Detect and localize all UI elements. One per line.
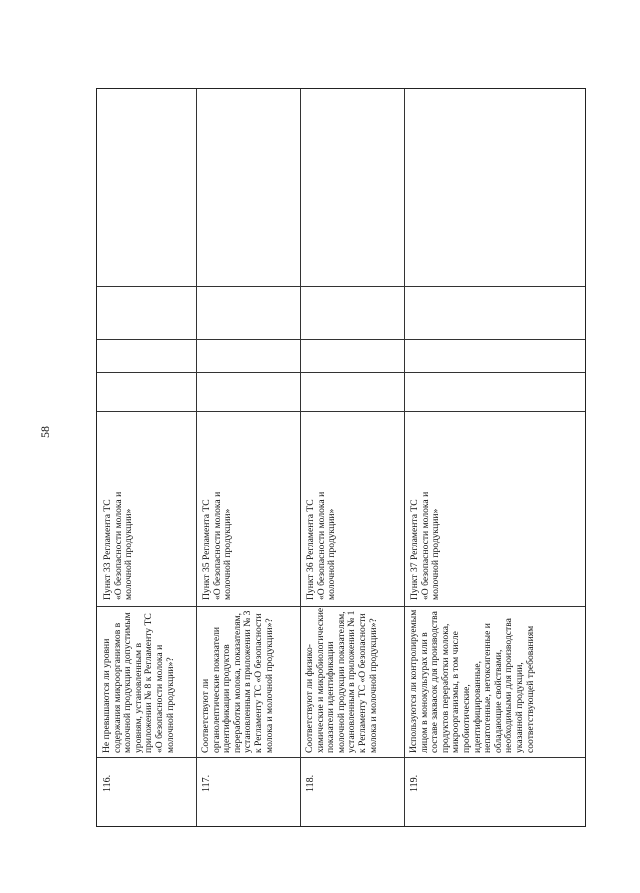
reference-text: Пункт 33 Регламента ТС «О безопасности молока и молочной продукции»: [102, 491, 135, 600]
column-divider: [97, 372, 585, 373]
reference-text: Пункт 35 Регламента ТС «О безопасности молока и молочной продукции»: [201, 491, 234, 600]
row-number-cell: [300, 757, 404, 828]
column-divider: [97, 339, 585, 340]
row-number-cell: [97, 757, 196, 828]
row-number-cell: [196, 757, 300, 828]
reference-cell: [300, 411, 404, 606]
question-cell: [300, 606, 404, 757]
question-text: Соответствуют ли физико- химические и микробиологические показатели идентификации молочной продукции показателям, установленным в приложении № 1 к Регламенту ТС «О безопасности молока и молочной продукции»?: [304, 607, 379, 753]
question-cell: [97, 606, 196, 757]
row-number: 118.: [305, 774, 316, 792]
checklist-table: [96, 88, 586, 827]
question-cell: [196, 606, 300, 757]
question-text: Используются ли контролируемым лицом в монокультурах или в составе заквасок для производства продуктов переработки молока, микроорганизмы, в том числе пробиотические, идентифицированные, непатогенные, нетоксигенные и обладающие свойствами, необходимыми для производства указанной продукции, соответствующей требованиям: [408, 609, 536, 753]
reference-cell: [196, 411, 300, 606]
reference-text: Пункт 37 Регламента ТС «О безопасности молока и молочной продукции»: [409, 491, 442, 600]
row-number: 117.: [201, 774, 212, 792]
row-number-cell: [404, 757, 587, 828]
page-number: 58: [38, 426, 52, 438]
reference-cell: [404, 411, 587, 606]
column-divider: [97, 286, 585, 287]
reference-cell: [97, 411, 196, 606]
question-cell: [404, 606, 587, 757]
reference-text: Пункт 36 Регламента ТС «О безопасности молока и молочной продукции»: [305, 491, 338, 600]
question-text: Не превышаются ли уровни содержания микроорганизмов в молочной продукции допустимым уровням, установленным в приложении № 8 к Регламенту ТС «О безопасности молока и молочной продукции»?: [101, 612, 176, 753]
row-number: 116.: [102, 774, 113, 792]
row-number: 119.: [409, 774, 420, 792]
question-text: Соответствуют ли органолептические показатели идентификации продуктов переработки молока, показателям, установленным в приложении № 3 к Регламенту ТС «О безопасности молока и молочной продукции»?: [200, 610, 275, 753]
